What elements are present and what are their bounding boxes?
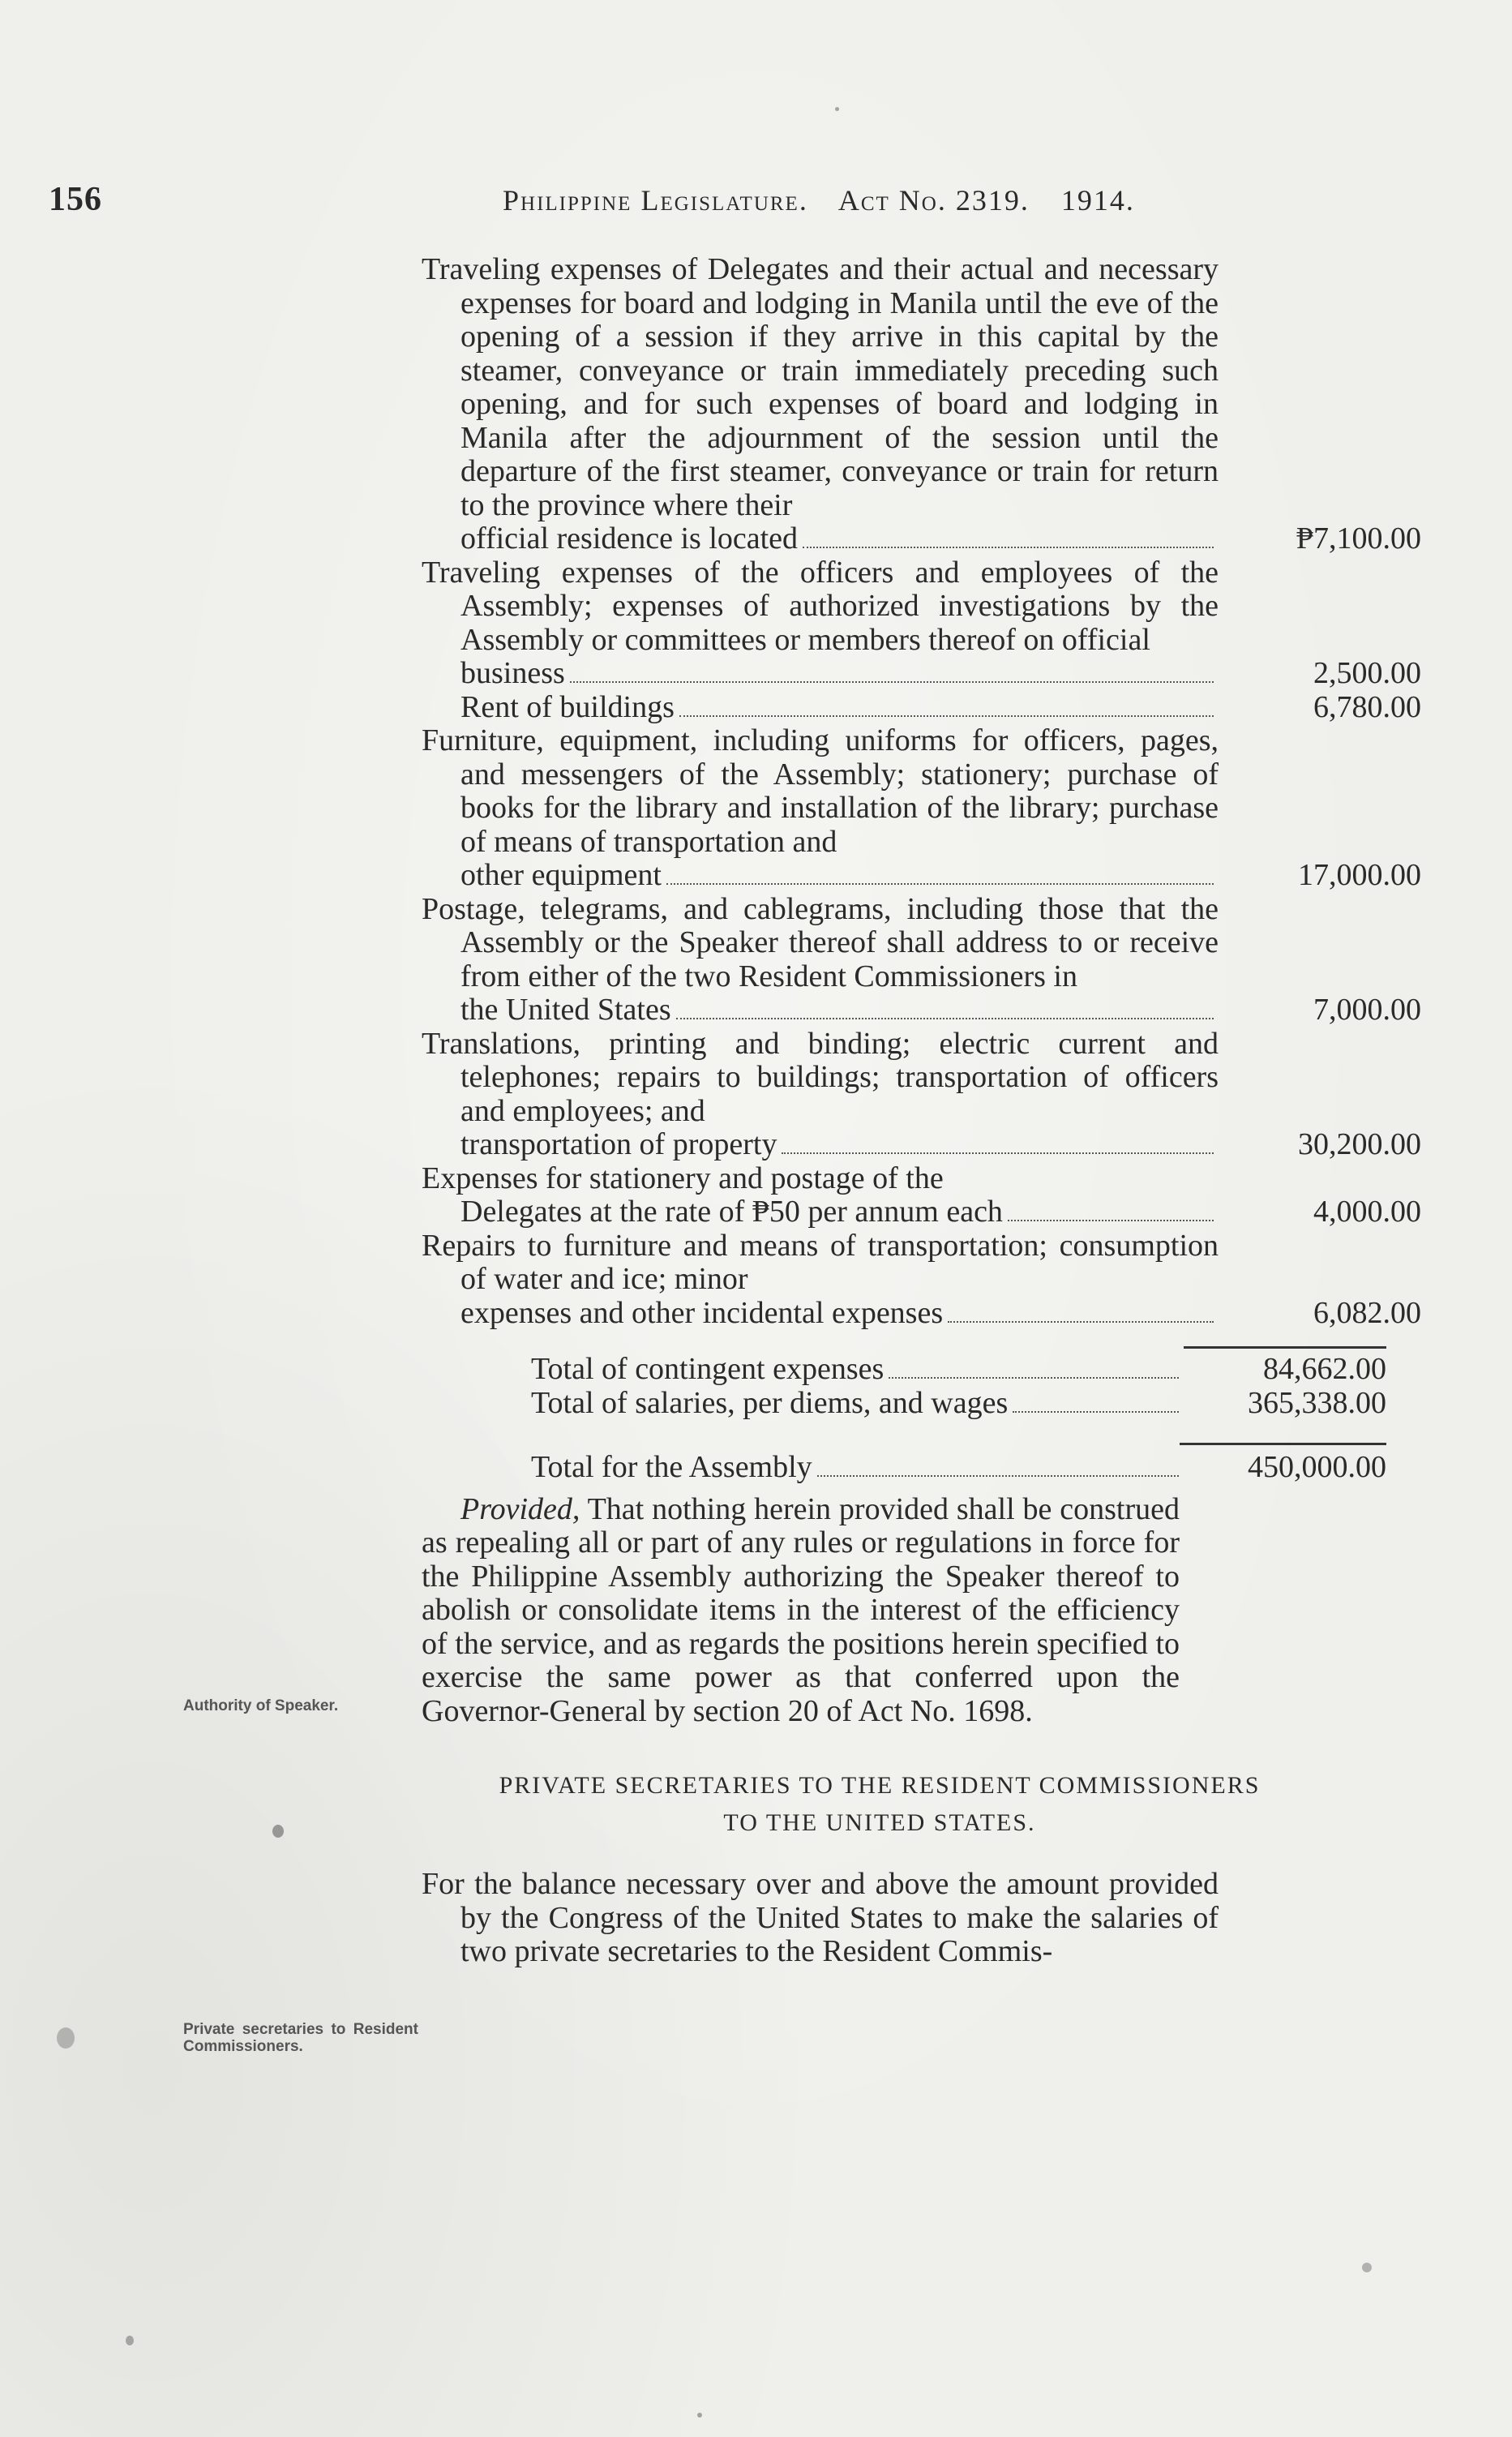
- proviso-text: That nothing herein provided shall be construed as repealing all or part of any rules or regulations in force for the Philippine Assembly authorizing the Speaker thereof to abolish or consolidate items in the interest of the efficiency of the service, and as regards the positions herein specified to exercise the same power as that conferred upon the Governor-General by section 20 of Act No. 1698.: [422, 1491, 1180, 1728]
- item-text: Furniture, equipment, including uniforms for officers, pages, and messengers of the Assembly; stationery; purchase of books for the library and installation of the library; purchase of means of transportation and: [422, 723, 1219, 859]
- dot-leader: [1013, 1411, 1179, 1413]
- margin-note-authority: Authority of Speaker.: [183, 1697, 339, 1714]
- item-amount: 6,780.00: [1313, 689, 1421, 724]
- proviso-paragraph: [422, 1493, 1180, 1729]
- section-heading-line-1: PRIVATE SECRETARIES TO THE RESIDENT COMMISSIONERS: [499, 1772, 1261, 1799]
- total-label: Total of salaries, per diems, and wages: [531, 1385, 1009, 1420]
- paper-speck: [126, 2336, 134, 2345]
- sum-rule: [1184, 1346, 1386, 1349]
- item-text: Postage, telegrams, and cablegrams, including those that the Assembly or the Speaker thereof shall address to or receive from either of the two Resident Commissioners in: [422, 891, 1219, 993]
- paper-speck: [697, 2413, 702, 2418]
- item-amount: 6,082.00: [1313, 1295, 1421, 1330]
- totals-block: [422, 1352, 1386, 1485]
- running-head-year: 1914.: [1060, 184, 1135, 217]
- dot-leader: [676, 1018, 1214, 1019]
- item-amount: 30,200.00: [1298, 1127, 1421, 1161]
- total-label: Total for the Assembly: [531, 1450, 812, 1484]
- dot-leader: [948, 1321, 1214, 1323]
- margin-note-secretaries: Private secretaries to Resident Commissioners.: [183, 2021, 418, 2055]
- item-text: Traveling expenses of the officers and employees of the Assembly; expenses of authorized investigations by the Assembly or committees or members thereof on official: [422, 555, 1219, 657]
- item-last-line: Delegates at the rate of ₱50 per annum each: [460, 1195, 1003, 1229]
- item-last-line: business: [460, 656, 565, 690]
- total-amount: 84,662.00: [1263, 1352, 1386, 1386]
- total-assembly: [531, 1450, 1386, 1485]
- item-last-line: expenses and other incidental expenses: [460, 1295, 944, 1330]
- total-salaries: [531, 1385, 1386, 1421]
- dot-leader: [889, 1377, 1179, 1379]
- section-heading-line-2: TO THE UNITED STATES.: [723, 1809, 1036, 1836]
- appropriation-item: [422, 689, 1421, 725]
- balance-paragraph: For the balance necessary over and above the amount provided by the Congress of the United States to make the salaries of two private secretaries to the Resident Commis-: [422, 1867, 1219, 1968]
- appropriation-body: [422, 252, 1421, 2000]
- item-last-line: the United States: [460, 993, 671, 1027]
- appropriation-item: [422, 1228, 1421, 1331]
- item-text: Traveling expenses of Delegates and their actual and necessary expenses for board and lodging in Manila until the eve of the opening of a session if they arrive in this capital by the steamer, conveyance or train immediately preceding such opening, and for such expenses of board and lodging in Manila after the adjournment of the session until the departure of the first steamer, conveyance or train for return to the province where their: [422, 252, 1219, 522]
- total-amount: 450,000.00: [1248, 1450, 1386, 1484]
- item-text: Repairs to furniture and means of transportation; consumption of water and ice; minor: [422, 1228, 1219, 1296]
- item-amount: 4,000.00: [1313, 1195, 1421, 1229]
- paper-speck: [835, 107, 839, 111]
- appropriation-item: [422, 723, 1421, 893]
- paper-speck: [1362, 2263, 1372, 2272]
- dot-leader: [570, 681, 1214, 683]
- running-head: [503, 183, 1158, 217]
- dot-leader: [1008, 1220, 1214, 1221]
- dot-leader: [782, 1152, 1214, 1154]
- appropriation-item: [422, 555, 1421, 691]
- item-last-line: official residence is located: [460, 521, 799, 556]
- appropriation-item: [422, 1161, 1421, 1229]
- total-amount: 365,338.00: [1248, 1385, 1386, 1420]
- item-amount: 17,000.00: [1298, 858, 1421, 892]
- proviso-italic: Provided,: [460, 1491, 580, 1526]
- dot-leader: [679, 715, 1214, 717]
- sum-rule: [1180, 1443, 1386, 1445]
- item-amount: ₱7,100.00: [1296, 521, 1421, 556]
- item-last-line: other equipment: [460, 858, 662, 892]
- appropriation-item: [422, 891, 1421, 1028]
- item-last-line: Rent of buildings: [460, 689, 675, 724]
- total-label: Total of contingent expenses: [531, 1352, 884, 1386]
- dot-leader: [666, 883, 1214, 885]
- running-head-title: Philippine Legislature.: [503, 184, 808, 217]
- appropriation-item: [422, 252, 1421, 556]
- dot-leader: [817, 1475, 1179, 1477]
- item-text: Expenses for stationery and postage of the: [422, 1161, 944, 1195]
- item-amount: 2,500.00: [1313, 656, 1421, 690]
- section-heading: [422, 1767, 1338, 1842]
- paper-speck: [57, 2027, 75, 2049]
- paper-speck: [272, 1825, 284, 1838]
- item-last-line: transportation of property: [460, 1127, 777, 1161]
- running-head-act: Act No. 2319.: [837, 184, 1030, 217]
- item-text: Translations, printing and binding; electric current and telephones; repairs to buildings; transportation of officers and employees; and: [422, 1026, 1219, 1128]
- dot-leader: [803, 547, 1214, 548]
- appropriation-item: [422, 1026, 1421, 1162]
- page-number: 156: [49, 181, 102, 218]
- total-contingent: [531, 1352, 1386, 1387]
- item-amount: 7,000.00: [1313, 993, 1421, 1027]
